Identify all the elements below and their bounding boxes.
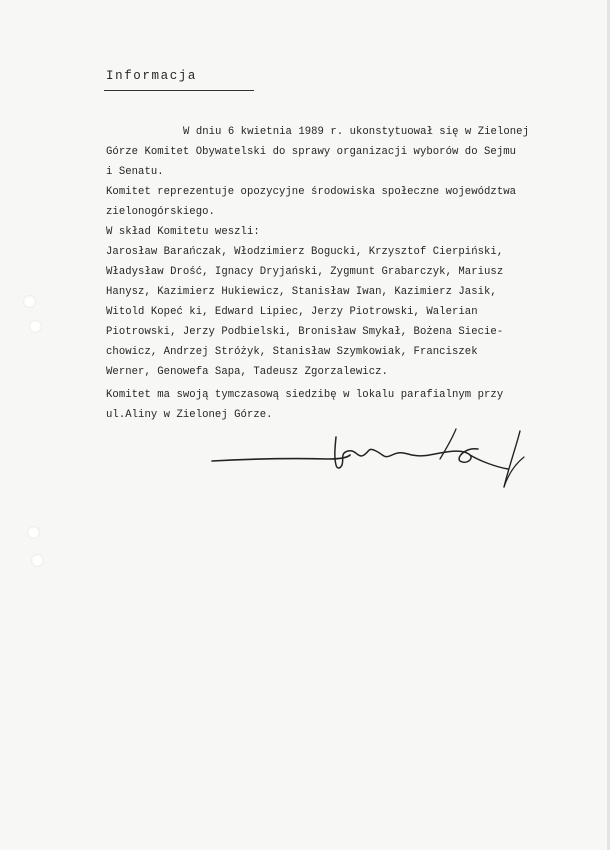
text-line-14: Komitet ma swoją tymczasową siedzibę w lokalu parafialnym przy [106,389,504,401]
text-line-4: Komitet reprezentuje opozycyjne środowiska społeczne województwa [106,186,517,198]
text-line-15: ul.Aliny w Zielonej Górze. [106,409,273,421]
text-line-8: Władysław Drość, Ignacy Dryjański, Zygmunt Grabarczyk, Mariusz [106,266,504,278]
document-heading: Informacja [106,69,198,83]
punch-hole-4 [31,554,44,567]
heading-underline [104,90,254,91]
text-line-10: Witold Kopeć ki, Edward Lipiec, Jerzy Piotrowski, Walerian [106,306,478,318]
punch-hole-1 [23,295,36,308]
text-line-2: Górze Komitet Obywatelski do sprawy organizacji wyborów do Sejmu [106,146,517,158]
punch-hole-3 [27,526,40,539]
text-line-3: i Senatu. [106,166,164,178]
text-line-5: zielonogórskiego. [106,206,215,218]
text-line-7: Jarosław Barańczak, Włodzimierz Bogucki, Krzysztof Cierpiński, [106,246,504,258]
punch-hole-2 [29,320,42,333]
text-line-12: chowicz, Andrzej Stróżyk, Stanisław Szymkowiak, Franciszek [106,346,478,358]
text-line-13: Werner, Genowefa Sapa, Tadeusz Zgorzalewicz. [106,366,388,378]
text-line-9: Hanysz, Kazimierz Hukiewicz, Stanisław Iwan, Kazimierz Jasik, [106,286,497,298]
text-line-1: W dniu 6 kwietnia 1989 r. ukonstytuował się w Zielonej [183,126,529,138]
handwritten-signature [208,425,528,495]
text-line-6: W skład Komitetu weszli: [106,226,260,238]
text-line-11: Piotrowski, Jerzy Podbielski, Bronisław Smykał, Bożena Siecie- [106,326,504,338]
